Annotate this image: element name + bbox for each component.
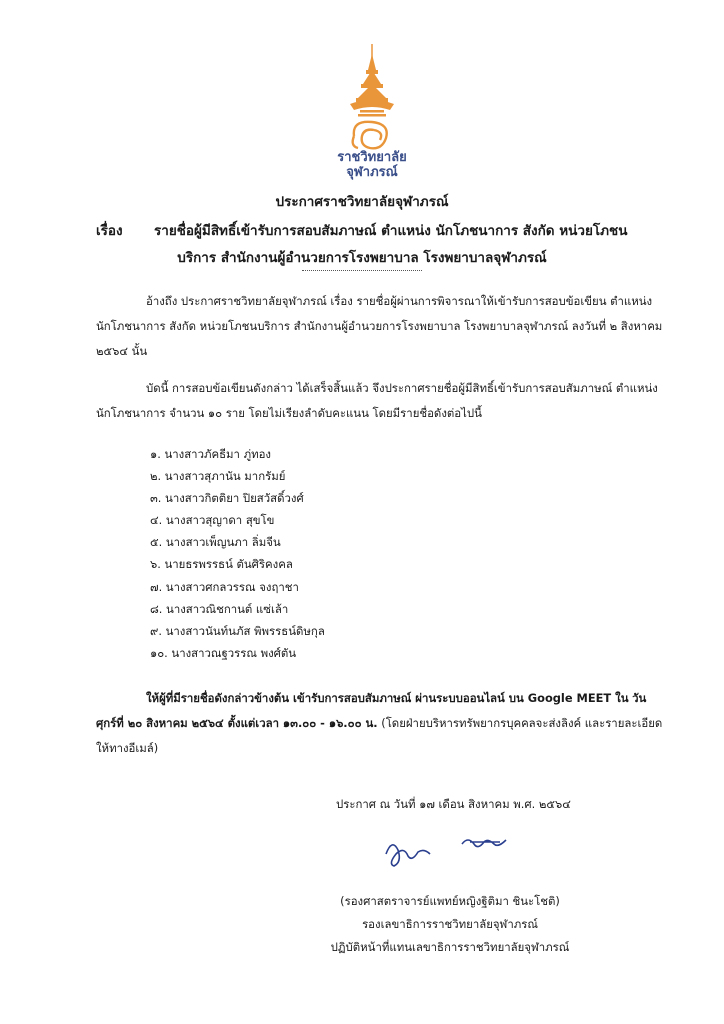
list-item: ๙. นางสาวนันท์นภัส พิพรรธน์ดิษกุล: [150, 623, 325, 638]
signer-block: [300, 890, 600, 959]
interview-normal-text: (โดยฝ่ายบริหารทรัพยากรบุคคลจะส่งลิงค์ และรายละเอียดให้ทางอีเมล์): [96, 716, 663, 755]
interview-bold-text-2: วันศุกร์ที่ ๒๐ สิงหาคม ๒๕๖๔ ตั้งแต่เวลา ๑๓.๐๐ - ๑๖.๐๐ น.: [96, 691, 647, 730]
paragraph-reference-text: อ้างถึง ประกาศราชวิทยาลัยจุฬาภรณ์ เรื่อง รายชื่อผู้ผ่านการพิจารณาให้เข้ารับการสอบข้อเขียน ตำแหน่ง นักโภชนาการ สังกัด หน่วยโภชนบริการ สำนักงานผู้อำนวยการโรงพยาบาล โรงพยาบาลจุฬาภรณ์ ลงวันที่ ๒ สิงหาคม ๒๕๖๔ นั้น: [96, 294, 663, 358]
subject-text-line2: บริการ สำนักงานผู้อำนวยการโรงพยาบาล โรงพยาบาลจุฬาภรณ์: [177, 250, 547, 266]
signer-position-1: รองเลขาธิการราชวิทยาลัยจุฬาภรณ์: [362, 917, 538, 931]
announce-date: ประกาศ ณ วันที่ ๑๗ เดือน สิงหาคม พ.ศ. ๒๕๖๔: [336, 797, 571, 811]
list-item: ๘. นางสาวณิชกานต์ แซ่เล้า: [150, 601, 289, 616]
list-item: ๑๐. นางสาวณฐวรรณ พงศ์ตัน: [150, 645, 297, 660]
list-item: ๓. นางสาวกิตติยา ปิยสวัสดิ์วงศ์: [150, 491, 304, 506]
list-item: ๔. นางสาวสุญาดา สุขโข: [150, 513, 275, 528]
paragraph-interview: [96, 686, 666, 761]
paragraph-announcement: [96, 376, 666, 426]
subject-text-line1: รายชื่อผู้มีสิทธิ์เข้ารับการสอบสัมภาษณ์ ตำแหน่ง นักโภชนาการ สังกัด หน่วยโภชน: [154, 223, 628, 239]
document-title: ประกาศราชวิทยาลัยจุฬาภรณ์: [275, 194, 449, 210]
paragraph-announcement-text: บัดนี้ การสอบข้อเขียนดังกล่าว ได้เสร็จสิ้นแล้ว จึงประกาศรายชื่อผู้มีสิทธิ์เข้ารับการสอบสัมภาษณ์ ตำแหน่ง นักโภชนาการ จำนวน ๑๐ ราย โดยไม่เรียงลำดับคะแนน โดยมีรายชื่อดังต่อไปนี้: [96, 381, 658, 420]
list-item: ๑. นางสาวภัคธีมา ภู่ทอง: [150, 447, 271, 461]
divider: [302, 270, 422, 271]
list-item: ๖. นายธรพรรธน์ ตันศิริคงคล: [150, 557, 293, 572]
signer-name: (รองศาสตราจารย์แพทย์หญิงฐิติมา ชินะโชติ): [340, 894, 560, 908]
list-item: ๒. นางสาวสุภานัน มากรัมย์: [150, 469, 286, 484]
list-item: ๕. นางสาวเพ็ญนภา ลิ่มจีน: [150, 535, 281, 550]
list-item: ๗. นางสาวศกลวรรณ จงฤาชา: [150, 579, 299, 594]
subject-label: เรื่อง: [96, 223, 123, 239]
interview-bold-text-1: ให้ผู้ที่มีรายชื่อดังกล่าวข้างต้น เข้ารับการสอบสัมภาษณ์ ผ่านระบบออนไลน์ บน Google MEET ใน: [146, 691, 629, 705]
logo-text-line2: จุฬาภรณ์: [346, 165, 398, 180]
handwritten-signature: [378, 832, 518, 870]
paragraph-reference: [96, 289, 666, 364]
logo-text-line1: ราชวิทยาลัย: [337, 150, 407, 165]
candidate-list: [150, 443, 325, 664]
logo-wordmark: [322, 150, 422, 180]
signer-position-2: ปฏิบัติหน้าที่แทนเลขาธิการราชวิทยาลัยจุฬาภรณ์: [330, 940, 570, 954]
subject-line: [96, 219, 656, 241]
